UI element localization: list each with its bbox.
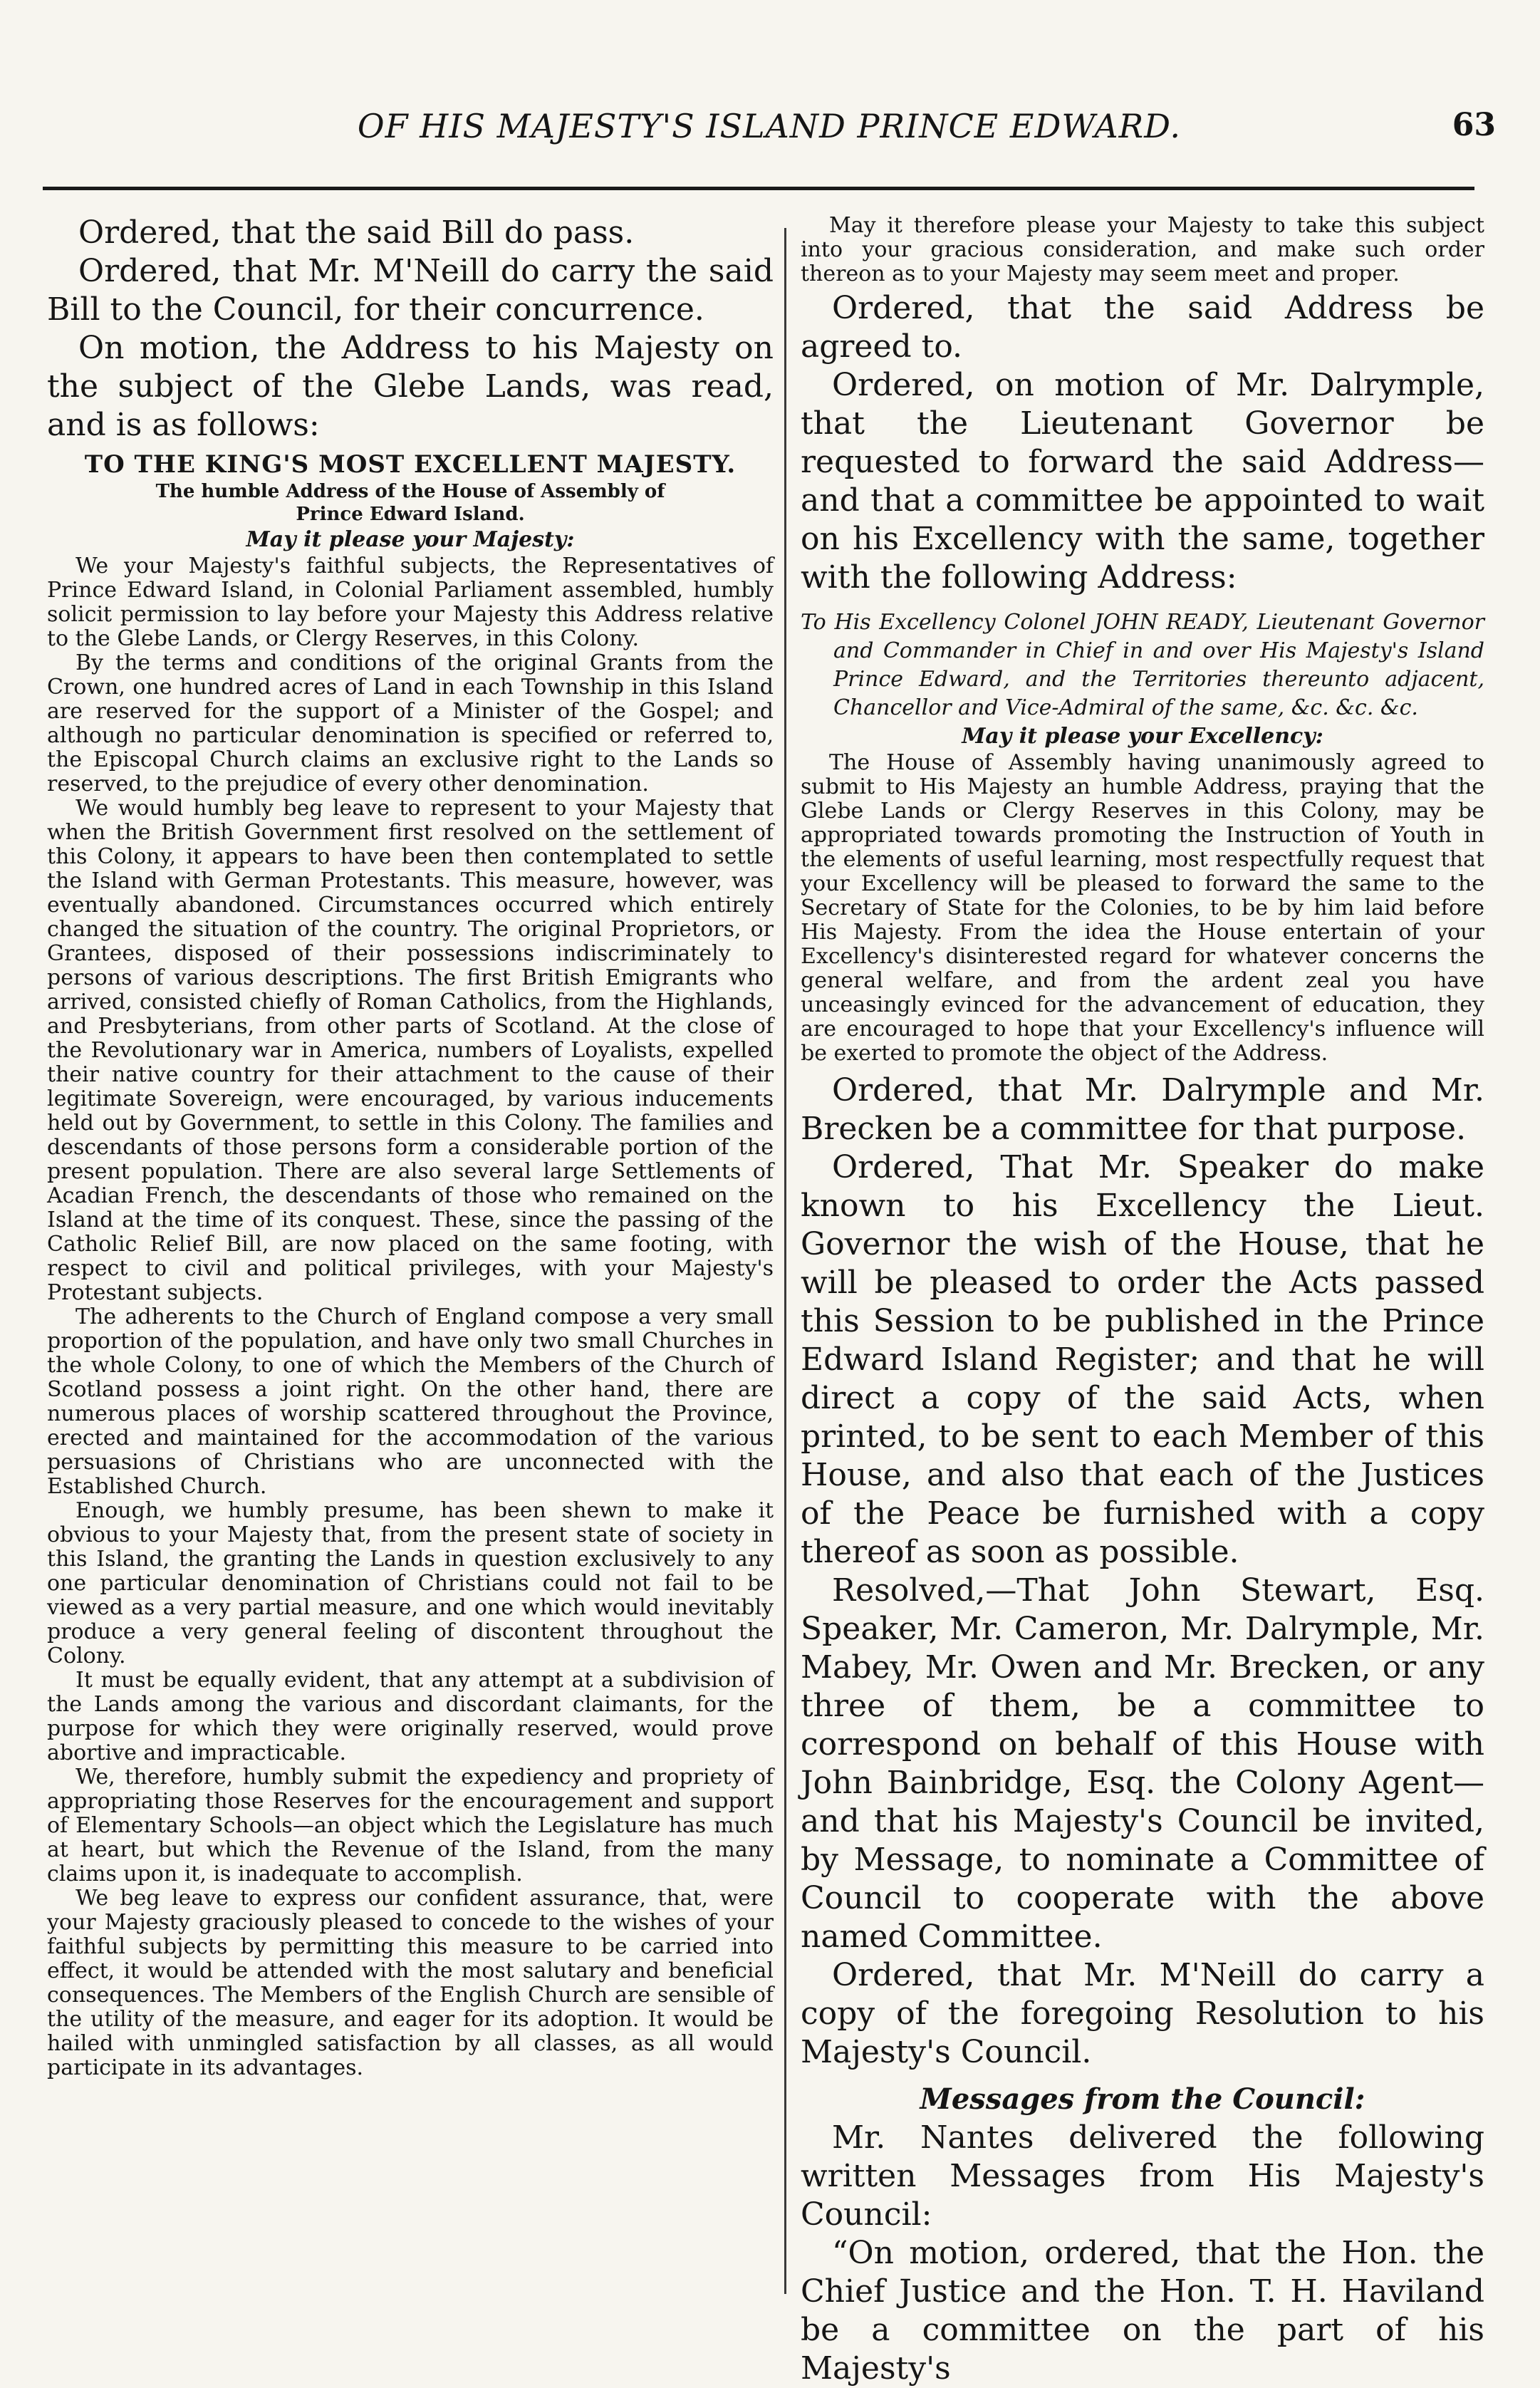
right-column [801,213,1484,2387]
resolution-correspond: Resolved,—That John Stewart, Esq. Speaker, Mr. Cameron, Mr. Dalrymple, Mr. Mabey, Mr. Owen and Mr. Brecken, or any three of them, be a committee to correspond on behalf of this House with John Bainbridge, Esq. the Colony Agent—and that his Majesty's Council be invited, by Message, to nominate a Committee of Council to cooperate with the above named Committee. [801,1572,1484,1955]
order-carry-bill: Ordered, that Mr. M'Neill do carry the said Bill to the Council, for their concurrence. [47,253,774,328]
salutation-majesty: May it please your Majesty: [246,527,575,552]
message-quote: “On motion, ordered, that the Hon. the Chief Justice and the Hon. T. H. Haviland be a committee on the part of his Majesty's [801,2235,1484,2387]
messages-delivered: Mr. Nantes delivered the following written Messages from His Majesty's Council: [801,2119,1484,2233]
order-carry-resolution: Ordered, that Mr. M'Neill do carry a copy of the foregoing Resolution to his Majesty's Council. [801,1957,1484,2070]
spacer [801,1066,1484,1071]
address-paragraph: The House of Assembly having unanimously agreed to submit to His Majesty an humble Address, praying that the Glebe Lands or Clergy Reserves in this Colony, may be appropriated towards promoting the Instruction of Youth in the elements of useful learning, most respectfully request that your Excellency will be pleased to forward the same to the Secretary of State for the Colonies, to be by him laid before His Majesty. From the idea the House entertain of your Excellency's disinterested regard for whatever concerns the general welfare, and from the ardent zeal you have unceasingly evinced for the advancement of education, they are encouraged to hope that your Excellency's influence will be exerted to promote the object of the Address. [801,750,1484,1066]
address-paragraph: We your Majesty's faithful subjects, the Representatives of Prince Edward Island, in Colonial Parliament assembled, humbly solicit permission to lay before your Majesty this Address relative to the Glebe Lands, or Clergy Reserves, in this Colony. [47,554,774,651]
address-subtitle-1: The humble Address of the House of Assembly of [155,481,665,502]
address-title: TO THE KING'S MOST EXCELLENT MAJESTY. [84,450,737,479]
address-paragraph: The adherents to the Church of England compose a very small proportion of the population, and have only two small Churches in the whole Colony, to one of which the Members of the Church of Scotland possess a joint right. On the other hand, there are numerous places of worship scattered throughout the Province, erected and maintained for the accommodation of the various persuasions of Christians who are unconnected with the Established Church. [47,1304,774,1499]
page-number: 63 [1452,107,1496,143]
left-column [47,214,774,2305]
column-divider [784,228,786,2294]
order-address-agreed: Ordered, that the said Address be agreed to. [801,290,1484,365]
address-paragraph: We would humbly beg leave to represent to your Majesty that when the British Government first resolved on the settlement of this Colony, it appears to have been then contemplated to settle the Island with German Protestants. This measure, however, was eventually abandoned. Circumstances occurred which entirely changed the situation of the country. The original Proprietors, or Grantees, disposed of their possessions indiscriminately to persons of various descriptions. The first British Emigrants who arrived, consisted chiefly of Roman Catholics, from the Highlands, and Presbyterians, from other parts of Scotland. At the close of the Revolutionary war in America, numbers of Loyalists, expelled their native country for their attachment to the cause of their legitimate Sovereign, were encouraged, by various inducements held out by Government, to settle in this Colony. The families and descendants of those persons form a considerable portion of the present population. There are also several large Settlements of Acadian French, the descendants of those who remained on the Island at the time of its conquest. These, since the passing of the Catholic Relief Bill, are now placed on the same footing, with respect to civil and political privileges, with your Majesty's Protestant subjects. [47,796,774,1305]
order-bill-pass: Ordered, that the said Bill do pass. [78,214,635,251]
order-forward-address: Ordered, on motion of Mr. Dalrymple, that the Lieutenant Governor be requested to forward the said Address—and that a committee be appointed to wait on his Excellency with the same, together with the following Address: [801,367,1484,596]
address-paragraph: By the terms and conditions of the original Grants from the Crown, one hundred acres of Land in each Township in this Island are reserved for the support of a Minister of the Gospel; and although no particular denomination is specified or referred to, the Episcopal Church claims an exclusive right to the Lands so reserved, to the prejudice of every other denomination. [47,650,774,796]
address-closing: May it therefore please your Majesty to take this subject into your gracious consideration, and make such order thereon as to your Majesty may seem meet and proper. [801,213,1484,286]
order-publish-acts: Ordered, That Mr. Speaker do make known to his Excellency the Lieut. Governor the wish of the House, that he will be pleased to order the Acts passed this Session to be published in the Prince Edward Island Register; and that he will direct a copy of the said Acts, when printed, to be sent to each Member of this House, and also that each of the Justices of the Peace be furnished with a copy thereof as soon as possible. [801,1149,1484,1570]
order-committee: Ordered, that Mr. Dalrymple and Mr. Brecken be a committee for that purpose. [801,1072,1484,1147]
address-to-governor: To His Excellency Colonel JOHN READY, Lieutenant Governor and Commander in Chief in and over His Majesty's Island Prince Edward, and the Territories thereunto adjacent, Chancellor and Vice-Admiral of the same, &c. &c. &c. [801,610,1484,720]
running-head: OF HIS MAJESTY'S ISLAND PRINCE EDWARD. [357,107,1182,145]
address-paragraph: Enough, we humbly presume, has been shewn to make it obvious to your Majesty that, from the present state of society in this Island, the granting the Lands in question exclusively to any one particular denomination of Christians could not fail to be viewed as a very partial measure, and one which would inevitably produce a very general feeling of discontent throughout the Colony. [47,1498,774,1668]
motion-glebe-address: On motion, the Address to his Majesty on the subject of the Glebe Lands, was read, and is as follows: [47,330,774,443]
address-subtitle-2: Prince Edward Island. [296,504,525,525]
address-paragraph: It must be equally evident, that any attempt at a subdivision of the Lands among the various and discordant claimants, for the purpose for which they were originally reserved, would prove abortive and impracticable. [47,1668,774,1765]
section-heading-messages: Messages from the Council: [920,2082,1365,2116]
address-paragraph: We, therefore, humbly submit the expediency and propriety of appropriating those Reserves for the encouragement and support of Elementary Schools—an object which the Legislature has much at heart, but which the Revenue of the Island, from the many claims upon it, is inadequate to accomplish. [47,1765,774,1886]
salutation-excellency: May it please your Excellency: [962,724,1323,749]
page-header [43,107,1496,164]
address-paragraph: We beg leave to express our confident assurance, that, were your Majesty graciously pleased to concede to the wishes of your faithful subjects by permitting this measure to be carried into effect, it would be attended with the most salutary and beneficial consequences. The Members of the English Church are sensible of the utility of the measure, and eager for its adoption. It would be hailed with unmingled satisfaction by all classes, as all would participate in its advantages. [47,1886,774,2080]
header-rule [43,187,1474,190]
